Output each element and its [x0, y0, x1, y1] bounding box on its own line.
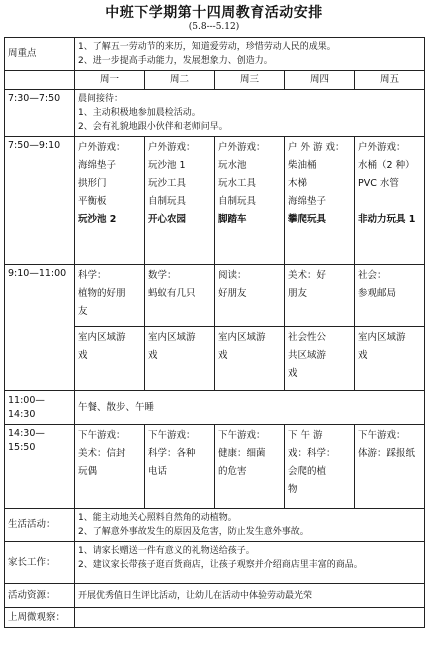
day-header-fri: 周五	[355, 71, 425, 90]
afternoon-line: 物	[288, 484, 298, 495]
date-range: (5.8---5.12)	[188, 22, 240, 32]
activity-line: 朋友	[288, 288, 308, 299]
life-line: 1、能主动地关心照料自然角的动植物。	[78, 513, 237, 523]
day-header-mon: 周一	[75, 71, 145, 90]
day-header-tue: 周二	[145, 71, 215, 90]
indoor-cell-tue	[145, 327, 215, 391]
indoor-cell-fri	[355, 327, 425, 391]
indoor-line: 戏	[148, 350, 158, 361]
activity-line: 美术：好	[288, 270, 327, 281]
outdoor-line: 户外游戏：	[218, 142, 266, 153]
outdoor-line: 玩水工具	[218, 178, 257, 189]
indoor-line: 戏	[78, 350, 88, 361]
indoor-line: 室内区域游	[78, 332, 126, 343]
schedule-table	[4, 37, 425, 628]
life-content	[75, 509, 425, 542]
afternoon-line: 戏：科学：	[288, 448, 336, 459]
morning-row	[5, 90, 425, 137]
resources-label: 活动资源：	[5, 584, 75, 608]
outdoor-line: 柴油桶	[288, 160, 317, 171]
indoor-cell-thu	[285, 327, 355, 391]
outdoor-line: 海绵垫子	[288, 196, 327, 207]
life-label: 生活活动：	[5, 509, 75, 542]
activity-cell-mon	[75, 265, 145, 327]
afternoon-cell-wed	[215, 425, 285, 509]
life-row	[5, 509, 425, 542]
outdoor-line: 水桶（2 种）	[358, 160, 415, 171]
afternoon-line: 下午游戏：	[148, 430, 196, 441]
activity-row	[5, 265, 425, 327]
noon-time: 11:00—14:30	[5, 391, 75, 425]
noon-row	[5, 391, 425, 425]
afternoon-line: 的危害	[218, 466, 247, 477]
parents-line: 2、建议家长带孩子逛百货商店，让孩子观察并介绍商店里丰富的商品。	[78, 560, 363, 570]
afternoon-line: 下午游戏：	[78, 430, 126, 441]
review-label: 上周微观察：	[5, 608, 75, 628]
outdoor-cell-fri	[355, 137, 425, 265]
focus-line: 2、进一步提高手动能力，发展想象力、创造力。	[78, 56, 273, 66]
parents-content	[75, 542, 425, 584]
activity-line: 社会：	[358, 270, 387, 281]
outdoor-line: PVC 水管	[358, 178, 399, 189]
activity-line: 阅读：	[218, 270, 247, 281]
activity-line: 科学：	[78, 270, 107, 281]
afternoon-cell-mon	[75, 425, 145, 509]
outdoor-time: 7:50—9:10	[5, 137, 75, 265]
indoor-line: 室内区域游	[358, 332, 406, 343]
afternoon-line: 科学：各种	[148, 448, 196, 459]
activity-line: 数学：	[148, 270, 177, 281]
focus-line: 1、了解五一劳动节的来历，知道爱劳动，珍惜劳动人民的成果。	[78, 42, 336, 52]
afternoon-line: 下 午 游	[288, 430, 323, 441]
outdoor-cell-tue	[145, 137, 215, 265]
outdoor-line: 玩沙工具	[148, 178, 187, 189]
life-line: 2、了解意外事故发生的原因及危害，防止发生意外事故。	[78, 527, 309, 537]
outdoor-line: 海绵垫子	[78, 160, 117, 171]
resources-content: 开展优秀值日生评比活动，让幼儿在活动中体验劳动最光荣	[75, 584, 425, 608]
outdoor-highlight: 玩沙池 2	[78, 214, 117, 225]
focus-label: 周重点	[5, 38, 75, 71]
activity-line: 植物的好朋	[78, 288, 126, 299]
morning-line: 晨间接待：	[78, 94, 124, 104]
morning-line: 1、主动积极地参加晨检活动。	[78, 108, 201, 118]
afternoon-line: 电话	[148, 466, 168, 477]
afternoon-cell-thu	[285, 425, 355, 509]
outdoor-highlight: 攀爬玩具	[288, 214, 327, 225]
outdoor-line: 户外游戏：	[78, 142, 126, 153]
parents-label: 家长工作：	[5, 542, 75, 584]
activity-cell-fri	[355, 265, 425, 327]
afternoon-line: 下午游戏：	[218, 430, 266, 441]
outdoor-line: 自制玩具	[218, 196, 257, 207]
noon-content: 午餐、散步、午睡	[75, 391, 425, 425]
focus-row	[5, 38, 425, 71]
outdoor-line: 玩水池	[218, 160, 247, 171]
indoor-cell-wed	[215, 327, 285, 391]
indoor-line: 共区域游	[288, 350, 327, 361]
outdoor-line: 平衡板	[78, 196, 107, 207]
outdoor-line: 玩沙池 1	[148, 160, 186, 171]
indoor-cell-mon	[75, 327, 145, 391]
day-header-corner	[5, 71, 75, 90]
outdoor-line: 自制玩具	[148, 196, 187, 207]
indoor-line: 室内区域游	[148, 332, 196, 343]
afternoon-line: 会爬的植	[288, 466, 327, 477]
parents-row	[5, 542, 425, 584]
outdoor-line: 户外游戏：	[358, 142, 406, 153]
activity-line: 好朋友	[218, 288, 247, 299]
outdoor-cell-mon	[75, 137, 145, 265]
review-row	[5, 608, 425, 628]
indoor-line: 戏	[358, 350, 368, 361]
outdoor-highlight: 开心农园	[148, 214, 187, 225]
parents-line: 1、请家长赠送一件有意义的礼物送给孩子。	[78, 546, 255, 556]
day-header-row	[5, 71, 425, 90]
morning-content	[75, 90, 425, 137]
morning-time: 7:30—7:50	[5, 90, 75, 137]
outdoor-cell-wed	[215, 137, 285, 265]
activity-cell-tue	[145, 265, 215, 327]
afternoon-line: 下午游戏：	[358, 430, 406, 441]
afternoon-cell-fri	[355, 425, 425, 509]
outdoor-line: 木梯	[288, 178, 308, 189]
outdoor-line: 拱形门	[78, 178, 107, 189]
morning-line: 2、会有礼貌地跟小伙伴和老师问早。	[78, 122, 228, 132]
indoor-line: 室内区域游	[218, 332, 266, 343]
afternoon-row	[5, 425, 425, 509]
activity-cell-thu	[285, 265, 355, 327]
indoor-line: 戏	[218, 350, 228, 361]
day-header-wed: 周三	[215, 71, 285, 90]
day-header-thu: 周四	[285, 71, 355, 90]
afternoon-line: 美术：信封	[78, 448, 126, 459]
afternoon-line: 玩偶	[78, 466, 98, 477]
activity-line: 友	[78, 306, 88, 317]
outdoor-highlight: 脚踏车	[218, 214, 247, 225]
activity-line: 蚂蚁有几只	[148, 288, 196, 299]
afternoon-line: 体游：踩报纸	[358, 448, 416, 459]
activity-time: 9:10—11:00	[5, 265, 75, 391]
page-title: 中班下学期第十四周教育活动安排	[105, 5, 323, 21]
afternoon-line: 健康：细菌	[218, 448, 266, 459]
outdoor-line: 户外游戏：	[148, 142, 196, 153]
activity-line: 参观邮局	[358, 288, 397, 299]
outdoor-row	[5, 137, 425, 265]
activity-cell-wed	[215, 265, 285, 327]
afternoon-cell-tue	[145, 425, 215, 509]
indoor-line: 戏	[288, 368, 298, 379]
resources-row	[5, 584, 425, 608]
outdoor-highlight: 非动力玩具 1	[358, 214, 416, 225]
outdoor-cell-thu	[285, 137, 355, 265]
outdoor-line: 户 外 游 戏：	[288, 142, 345, 153]
focus-content	[75, 38, 425, 71]
review-content	[75, 608, 425, 628]
indoor-line: 社会性公	[288, 332, 327, 343]
afternoon-time: 14:30—15:50	[5, 425, 75, 509]
